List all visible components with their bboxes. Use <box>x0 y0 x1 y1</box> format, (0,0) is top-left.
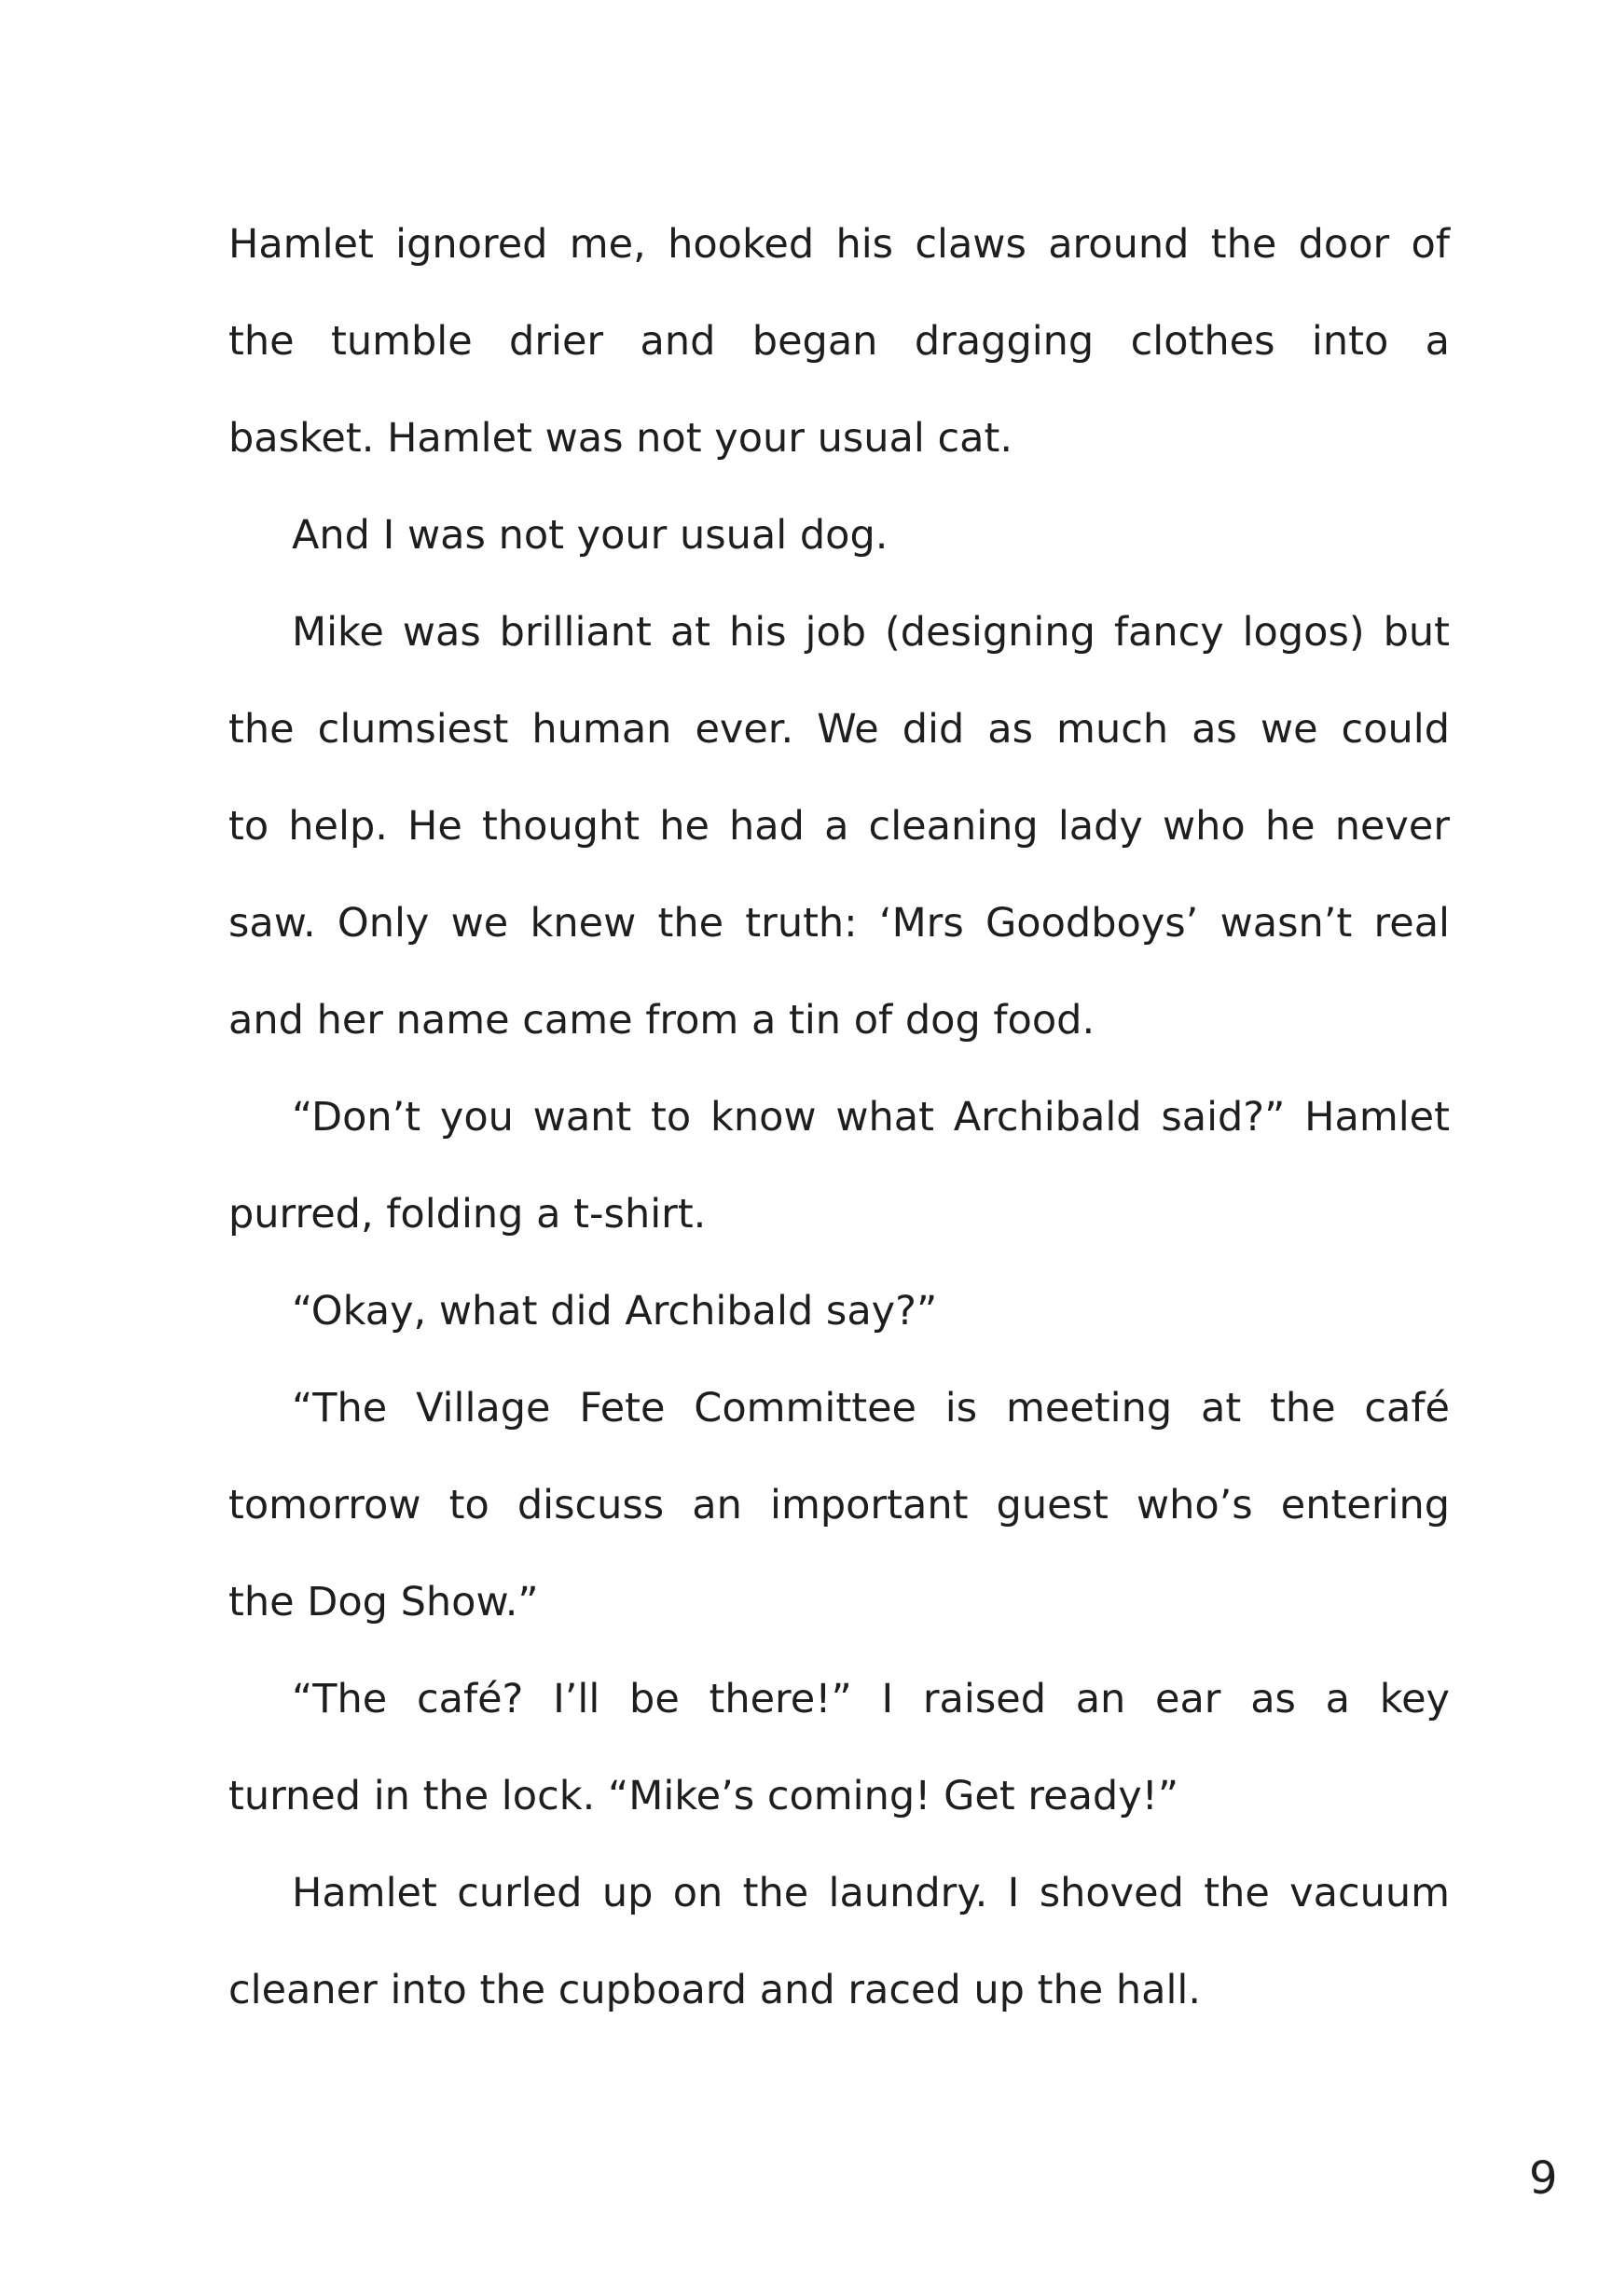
text-line: the tumble drier and began dragging clothes into a <box>228 318 1450 365</box>
text-line: and her name came from a tin of dog food. <box>228 997 1095 1044</box>
text-line: “The Village Fete Committee is meeting at the café <box>292 1385 1450 1432</box>
text-line: basket. Hamlet was not your usual cat. <box>228 415 1013 462</box>
text-line: Hamlet curled up on the laundry. I shoved the vacuum <box>292 1870 1450 1916</box>
text-line: the Dog Show.” <box>228 1579 539 1625</box>
text-line: saw. Only we knew the truth: ‘Mrs Goodboys’ wasn’t real <box>228 900 1450 947</box>
text-line: purred, folding a t-shirt. <box>228 1191 707 1238</box>
story-text <box>228 196 1450 2039</box>
text-line: “The café? I’ll be there!” I raised an ear as a key <box>292 1676 1450 1722</box>
text-line: “Okay, what did Archibald say?” <box>292 1288 938 1335</box>
text-line: Mike was brilliant at his job (designing fancy logos) but <box>292 609 1450 656</box>
text-line: tomorrow to discuss an important guest who’s entering <box>228 1482 1450 1528</box>
text-line: the clumsiest human ever. We did as much as we could <box>228 706 1450 753</box>
text-line: cleaner into the cupboard and raced up the hall. <box>228 1967 1202 2013</box>
text-line: And I was not your usual dog. <box>292 512 889 559</box>
page-number: 9 <box>1529 2152 1558 2205</box>
text-line: to help. He thought he had a cleaning lady who he never <box>228 803 1450 850</box>
text-line: Hamlet ignored me, hooked his claws around the door of <box>228 221 1450 268</box>
text-line: “Don’t you want to know what Archibald said?” Hamlet <box>292 1094 1450 1141</box>
text-line: turned in the lock. “Mike’s coming! Get ready!” <box>228 1773 1179 1819</box>
